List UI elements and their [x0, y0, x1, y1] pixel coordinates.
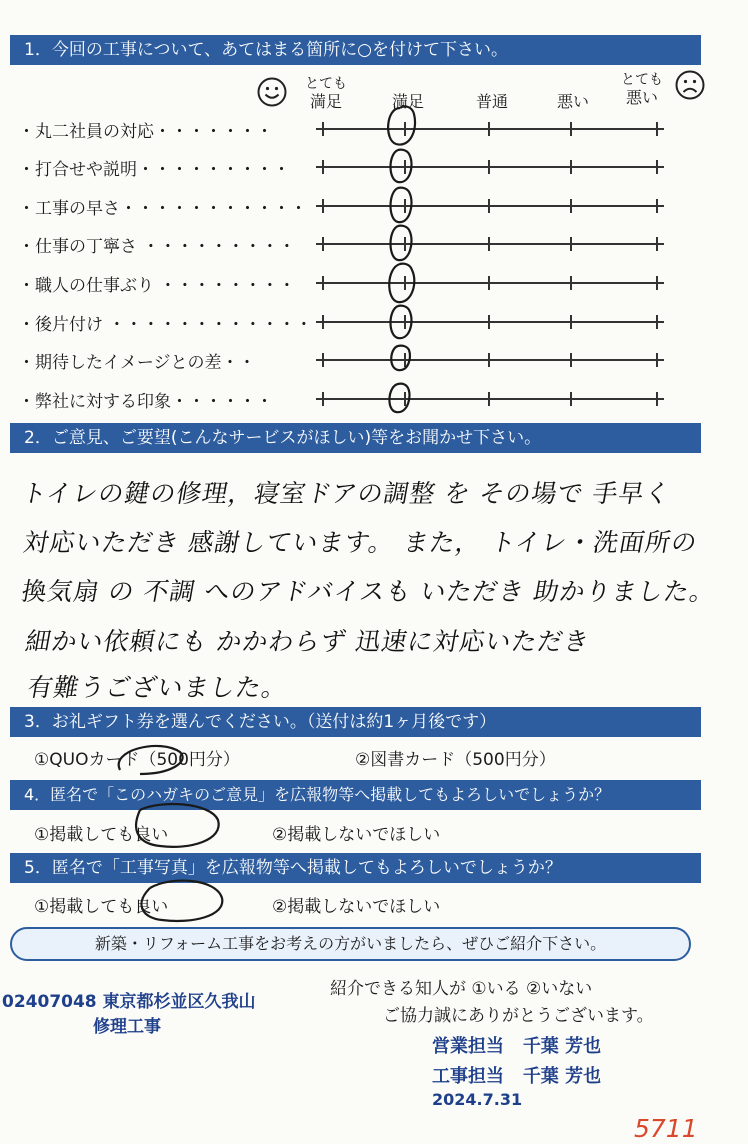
handwritten-line: 細かい依頼にも かかわらず 迅速に対応いただき: [23, 627, 593, 656]
section-2-header: 2．ご意見、ご要望(こんなサービスがほしい)等をお聞かせ下さい。: [10, 423, 701, 453]
handwritten-line: トイレの鍵の修理，寝室ドアの調整 を その場で 手早く: [19, 479, 674, 508]
consent-photo-no[interactable]: ②掲載しないでほしい: [272, 897, 441, 917]
construction-representative: 工事担当 千葉 芳也: [432, 1066, 602, 1087]
rating-scale: [316, 321, 664, 323]
rating-scale: [316, 166, 664, 168]
section-3-header: 3．お礼ギフト券を選んでください。（送付は約1ヶ月後です）: [10, 707, 701, 737]
frowning-face-icon: [675, 70, 705, 100]
selection-circle: [136, 804, 219, 847]
column-average: 普通: [475, 92, 508, 111]
selection-circle: [389, 264, 414, 302]
selection-circle: [391, 306, 412, 338]
sales-representative: 営業担当 千葉 芳也: [432, 1036, 602, 1057]
selection-circle: [391, 346, 410, 371]
selection-circle: [119, 746, 183, 774]
selection-circle: [391, 150, 412, 182]
column-very-satisfied: とても 満足: [305, 76, 347, 111]
consent-opinion-yes[interactable]: ①掲載しても良い: [34, 825, 169, 845]
selection-circle: [391, 188, 412, 222]
gift-option-quo[interactable]: ①QUOカード（500円分）: [34, 750, 240, 770]
selection-circle: [389, 384, 409, 413]
row-label: ・弊社に対する印象・・・・・・: [18, 392, 273, 412]
rating-scale: [316, 359, 664, 361]
rating-scale: [316, 398, 664, 400]
selection-circles: [378, 100, 428, 420]
consent-photo-yes[interactable]: ①掲載しても良い: [34, 897, 169, 917]
row-label: ・職人の仕事ぶり ・・・・・・・・: [18, 276, 296, 296]
row-label: ・丸二社員の対応・・・・・・・: [18, 122, 273, 142]
row-label: ・工事の早さ・・・・・・・・・・・: [18, 199, 307, 219]
handwritten-line: 有難うございました。: [25, 673, 291, 702]
thanks-message: ご協力誠にありがとうございます。: [383, 1006, 654, 1026]
rating-scale: [316, 128, 664, 130]
row-label: ・打合せや説明・・・・・・・・・: [18, 160, 290, 180]
row-label: ・仕事の丁寧さ ・・・・・・・・・: [18, 237, 296, 257]
column-bad: 悪い: [556, 92, 589, 111]
section-1-header: 1．今回の工事について、あてはまる箇所に○を付けて下さい。: [10, 35, 701, 65]
handwritten-number: 5711: [634, 1114, 698, 1143]
survey-date: 2024.7.31: [432, 1090, 523, 1109]
row-label: ・期待したイメージとの差・・: [18, 353, 256, 373]
rating-scale: [316, 243, 664, 245]
work-type: 修理工事: [93, 1017, 161, 1037]
option-selection-marks: [100, 740, 250, 930]
rating-scale: [316, 205, 664, 207]
selection-circle: [141, 881, 222, 921]
referral-banner: 新築・リフォーム工事をお考えの方がいましたら、ぜひご紹介下さい。: [10, 927, 691, 961]
column-satisfied: 満足: [391, 92, 424, 111]
selection-circle: [391, 226, 412, 260]
handwritten-line: 対応いただき 感謝しています。 また， トイレ・洗面所の: [21, 528, 700, 557]
smiley-face-icon: [257, 77, 287, 107]
handwritten-line: 換気扇 の 不調 へのアドバイスも いただき 助かりました。: [19, 577, 719, 606]
section-5-header: 5．匿名で「工事写真」を広報物等へ掲載してもよろしいでしょうか？: [10, 853, 701, 883]
customer-id: 02407048 東京都杉並区久我山: [2, 992, 256, 1012]
consent-opinion-no[interactable]: ②掲載しないでほしい: [272, 825, 441, 845]
referral-question: 紹介できる知人が ①いる ②いない: [330, 979, 593, 999]
rating-scale: [316, 282, 664, 284]
selection-circle: [388, 106, 415, 144]
section-4-header: 4．匿名で「このハガキのご意見」を広報物等へ掲載してもよろしいでしょうか？: [10, 780, 701, 810]
column-very-bad: とても 悪い: [621, 72, 663, 107]
row-label: ・後片付け ・・・・・・・・・・・・: [18, 315, 313, 335]
gift-option-tosho[interactable]: ②図書カード（500円分）: [355, 750, 556, 770]
